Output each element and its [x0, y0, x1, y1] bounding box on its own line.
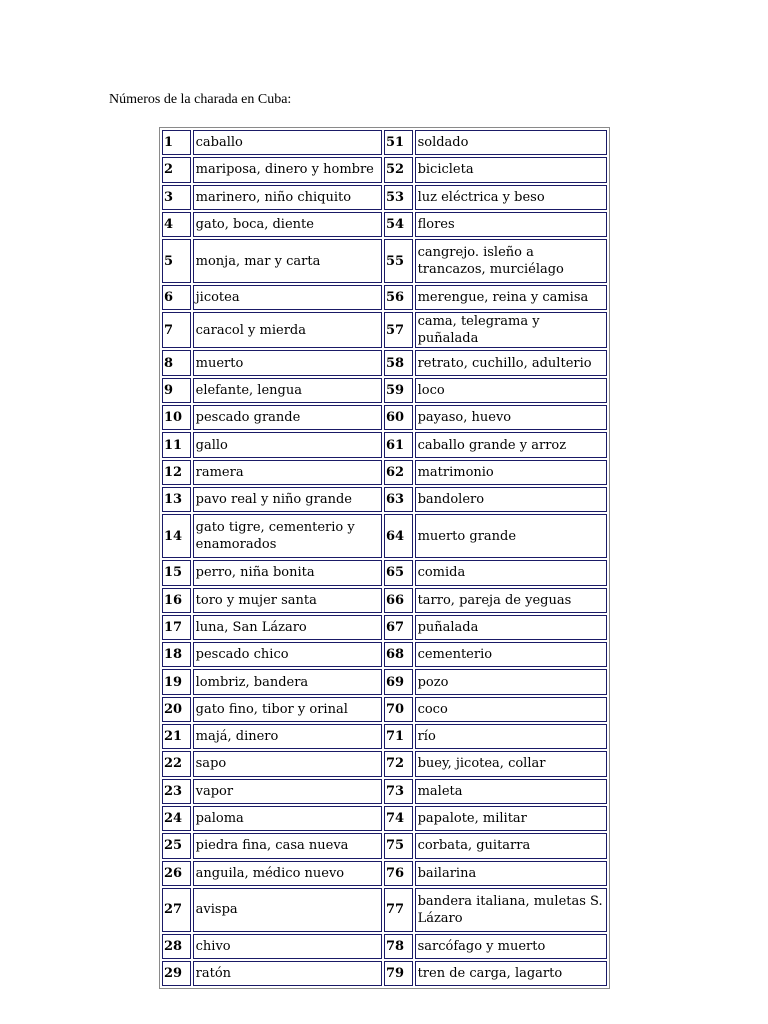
num-cell: 51: [384, 130, 413, 155]
meaning-cell: ramera: [193, 460, 382, 485]
table-row: [162, 833, 607, 858]
num-cell: 27: [162, 888, 191, 932]
num-cell: 23: [162, 779, 191, 804]
meaning-cell: toro y mujer santa: [193, 588, 382, 613]
meaning-cell: pozo: [415, 669, 607, 694]
num-cell: 17: [162, 615, 191, 640]
num-cell: 77: [384, 888, 413, 932]
meaning-cell: luz eléctrica y beso: [415, 185, 607, 210]
table-row: [162, 460, 607, 485]
meaning-cell: pavo real y niño grande: [193, 487, 382, 512]
table-row: [162, 312, 607, 348]
table-row: [162, 285, 607, 310]
num-cell: 16: [162, 588, 191, 613]
num-cell: 67: [384, 615, 413, 640]
meaning-cell: gato fino, tibor y orinal: [193, 697, 382, 722]
num-cell: 20: [162, 697, 191, 722]
meaning-cell: majá, dinero: [193, 724, 382, 749]
num-cell: 22: [162, 751, 191, 776]
table-row: [162, 615, 607, 640]
num-cell: 60: [384, 405, 413, 430]
meaning-cell: flores: [415, 212, 607, 237]
meaning-cell: comida: [415, 560, 607, 585]
table-row: [162, 432, 607, 457]
table-row: [162, 405, 607, 430]
num-cell: 24: [162, 806, 191, 831]
meaning-cell: chivo: [193, 934, 382, 959]
num-cell: 79: [384, 961, 413, 986]
table-row: [162, 642, 607, 667]
meaning-cell: lombriz, bandera: [193, 669, 382, 694]
num-cell: 14: [162, 514, 191, 558]
meaning-cell: bicicleta: [415, 157, 607, 182]
table-row: [162, 212, 607, 237]
num-cell: 75: [384, 833, 413, 858]
num-cell: 13: [162, 487, 191, 512]
num-cell: 11: [162, 432, 191, 457]
meaning-cell: paloma: [193, 806, 382, 831]
meaning-cell: caballo grande y arroz: [415, 432, 607, 457]
table-row: [162, 861, 607, 886]
table-row: [162, 157, 607, 182]
meaning-cell: mariposa, dinero y hombre: [193, 157, 382, 182]
num-cell: 19: [162, 669, 191, 694]
table-row: [162, 751, 607, 776]
meaning-cell: ratón: [193, 961, 382, 986]
meaning-cell: gato tigre, cementerio y enamorados: [193, 514, 382, 558]
num-cell: 66: [384, 588, 413, 613]
table-row: [162, 806, 607, 831]
num-cell: 73: [384, 779, 413, 804]
meaning-cell: bandera italiana, muletas S. Lázaro: [415, 888, 607, 932]
num-cell: 65: [384, 560, 413, 585]
meaning-cell: pescado grande: [193, 405, 382, 430]
num-cell: 59: [384, 378, 413, 403]
meaning-cell: pescado chico: [193, 642, 382, 667]
meaning-cell: bandolero: [415, 487, 607, 512]
table-row: [162, 560, 607, 585]
meaning-cell: elefante, lengua: [193, 378, 382, 403]
meaning-cell: soldado: [415, 130, 607, 155]
meaning-cell: tarro, pareja de yeguas: [415, 588, 607, 613]
num-cell: 55: [384, 239, 413, 283]
meaning-cell: gallo: [193, 432, 382, 457]
meaning-cell: matrimonio: [415, 460, 607, 485]
num-cell: 12: [162, 460, 191, 485]
table-row: [162, 378, 607, 403]
meaning-cell: vapor: [193, 779, 382, 804]
meaning-cell: tren de carga, lagarto: [415, 961, 607, 986]
table-row: [162, 514, 607, 558]
meaning-cell: jicotea: [193, 285, 382, 310]
meaning-cell: avispa: [193, 888, 382, 932]
num-cell: 54: [384, 212, 413, 237]
num-cell: 15: [162, 560, 191, 585]
num-cell: 72: [384, 751, 413, 776]
meaning-cell: marinero, niño chiquito: [193, 185, 382, 210]
page-heading: Números de la charada en Cuba:: [109, 92, 292, 107]
num-cell: 76: [384, 861, 413, 886]
num-cell: 5: [162, 239, 191, 283]
num-cell: 61: [384, 432, 413, 457]
table-row: [162, 697, 607, 722]
meaning-cell: retrato, cuchillo, adulterio: [415, 350, 607, 375]
num-cell: 2: [162, 157, 191, 182]
meaning-cell: gato, boca, diente: [193, 212, 382, 237]
num-cell: 29: [162, 961, 191, 986]
meaning-cell: corbata, guitarra: [415, 833, 607, 858]
meaning-cell: sarcófago y muerto: [415, 934, 607, 959]
meaning-cell: merengue, reina y camisa: [415, 285, 607, 310]
table-row: [162, 239, 607, 283]
num-cell: 69: [384, 669, 413, 694]
num-cell: 18: [162, 642, 191, 667]
num-cell: 28: [162, 934, 191, 959]
table-row: [162, 724, 607, 749]
charada-table-body: [162, 130, 607, 986]
num-cell: 8: [162, 350, 191, 375]
num-cell: 9: [162, 378, 191, 403]
meaning-cell: loco: [415, 378, 607, 403]
num-cell: 25: [162, 833, 191, 858]
num-cell: 70: [384, 697, 413, 722]
meaning-cell: piedra fina, casa nueva: [193, 833, 382, 858]
num-cell: 56: [384, 285, 413, 310]
meaning-cell: anguila, médico nuevo: [193, 861, 382, 886]
num-cell: 3: [162, 185, 191, 210]
num-cell: 26: [162, 861, 191, 886]
num-cell: 78: [384, 934, 413, 959]
num-cell: 52: [384, 157, 413, 182]
meaning-cell: puñalada: [415, 615, 607, 640]
table-row: [162, 350, 607, 375]
meaning-cell: maleta: [415, 779, 607, 804]
meaning-cell: bailarina: [415, 861, 607, 886]
table-row: [162, 888, 607, 932]
table-row: [162, 185, 607, 210]
table-row: [162, 588, 607, 613]
num-cell: 10: [162, 405, 191, 430]
num-cell: 71: [384, 724, 413, 749]
meaning-cell: buey, jicotea, collar: [415, 751, 607, 776]
meaning-cell: cangrejo. isleño a trancazos, murciélago: [415, 239, 607, 283]
num-cell: 64: [384, 514, 413, 558]
num-cell: 62: [384, 460, 413, 485]
meaning-cell: coco: [415, 697, 607, 722]
meaning-cell: cementerio: [415, 642, 607, 667]
num-cell: 53: [384, 185, 413, 210]
table-row: [162, 934, 607, 959]
meaning-cell: cama, telegrama y puñalada: [415, 312, 607, 348]
table-row: [162, 669, 607, 694]
num-cell: 6: [162, 285, 191, 310]
num-cell: 68: [384, 642, 413, 667]
table-row: [162, 779, 607, 804]
meaning-cell: río: [415, 724, 607, 749]
table-row: [162, 961, 607, 986]
num-cell: 21: [162, 724, 191, 749]
meaning-cell: caracol y mierda: [193, 312, 382, 348]
meaning-cell: perro, niña bonita: [193, 560, 382, 585]
meaning-cell: sapo: [193, 751, 382, 776]
num-cell: 4: [162, 212, 191, 237]
meaning-cell: monja, mar y carta: [193, 239, 382, 283]
table-row: [162, 130, 607, 155]
meaning-cell: muerto grande: [415, 514, 607, 558]
meaning-cell: caballo: [193, 130, 382, 155]
meaning-cell: papalote, militar: [415, 806, 607, 831]
num-cell: 63: [384, 487, 413, 512]
meaning-cell: luna, San Lázaro: [193, 615, 382, 640]
num-cell: 58: [384, 350, 413, 375]
meaning-cell: payaso, huevo: [415, 405, 607, 430]
num-cell: 57: [384, 312, 413, 348]
num-cell: 1: [162, 130, 191, 155]
charada-table: [159, 127, 610, 989]
num-cell: 74: [384, 806, 413, 831]
num-cell: 7: [162, 312, 191, 348]
meaning-cell: muerto: [193, 350, 382, 375]
table-row: [162, 487, 607, 512]
